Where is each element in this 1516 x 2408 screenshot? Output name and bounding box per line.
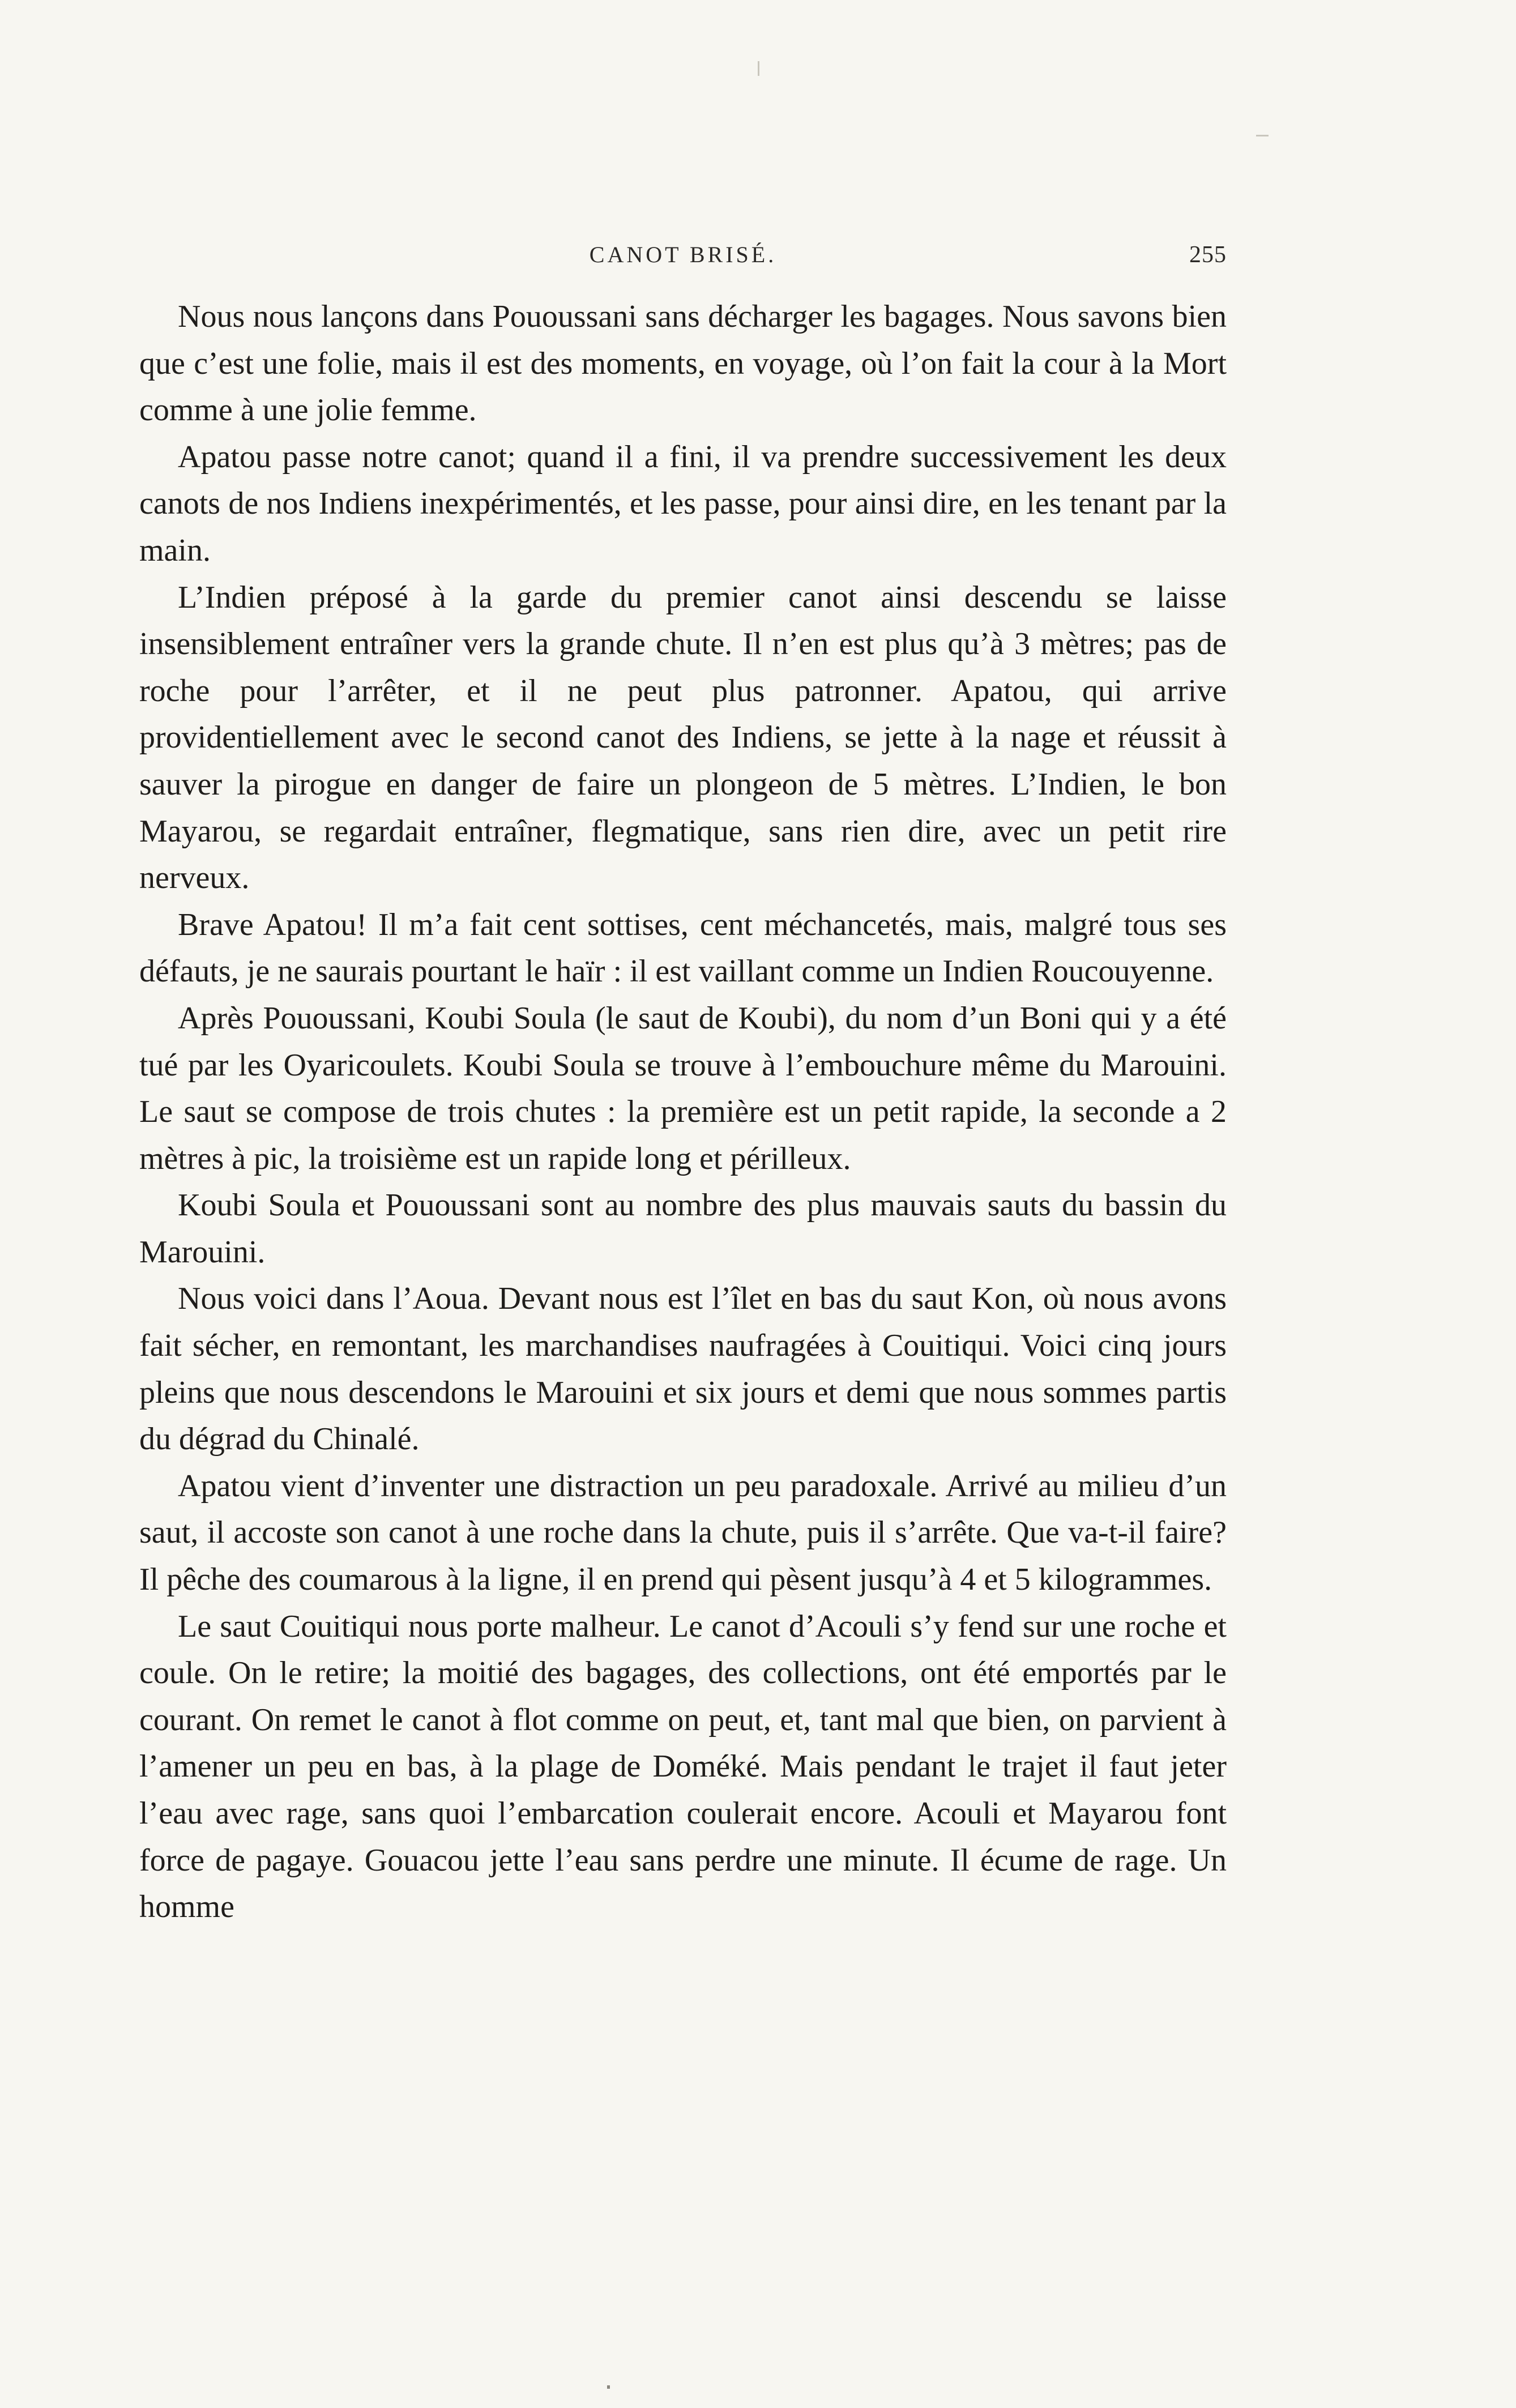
paragraph: Brave Apatou! Il m’a fait cent sottises, cent méchancetés, mais, malgré tous ses défauts, je ne saurais pourtant le haïr : il est vaillant comme un Indien Roucouyenne. [139, 907, 1227, 989]
paragraph: Après Pououssani, Koubi Soula (le saut de Koubi), du nom d’un Boni qui y a été tué par les Oyaricoulets. Koubi Soula se trouve à l’embouchure même du Marouini. Le saut se compose de trois chutes : la première est un petit rapide, la seconde a 2 mètres à pic, la troisième est un rapide long et périlleux. [139, 1000, 1227, 1176]
paragraph: Nous voici dans l’Aoua. Devant nous est l’îlet en bas du saut Kon, où nous avons fait sécher, en remontant, les marchandises naufragées à Couitiqui. Voici cinq jours pleins que nous descendons le Marouini et six jours et demi que nous sommes partis du dégrad du Chinalé. [139, 1281, 1227, 1457]
paragraph: Apatou passe notre canot; quand il a fini, il va prendre successivement les deux canots de nos Indiens inexpérimentés, et les passe, pour ainsi dire, en les tenant par la main. [139, 439, 1227, 568]
paragraph: L’Indien préposé à la garde du premier canot ainsi descendu se laisse insensiblement entraîner vers la grande chute. Il n’en est plus qu’à 3 mètres; pas de roche pour l’arrêter, et il ne peut plus patronner. Apatou, qui arrive providentiellement avec le second canot des Indiens, se jette à la nage et réussit à sauver la pirogue en danger de faire un plongeon de 5 mètres. L’Indien, le bon Mayarou, se regardait entraîner, flegmatique, sans rien dire, avec un petit rire nerveux. [139, 579, 1227, 896]
page-number: 255 [1189, 242, 1227, 268]
running-title: CANOT BRISÉ. [589, 242, 777, 267]
scan-mark-top [758, 61, 759, 76]
body-text [139, 293, 1227, 1931]
scan-mark-bottom [607, 2385, 610, 2389]
paragraph: Le saut Couitiqui nous porte malheur. Le canot d’Acouli s’y fend sur une roche et coule. On le retire; la moitié des bagages, des collections, ont été emportés par le courant. On remet le canot à flot comme on peut, et, tant mal que bien, on parvient à l’amener un peu en bas, à la plage de Doméké. Mais pendant le trajet il faut jeter l’eau avec rage, sans quoi l’embarcation coulerait encore. Acouli et Mayarou font force de pagaye. Gouacou jette l’eau sans perdre une minute. Il écume de rage. Un homme [139, 1608, 1227, 1925]
scan-mark-right [1256, 135, 1269, 136]
paragraph: Nous nous lançons dans Pououssani sans décharger les bagages. Nous savons bien que c’est une folie, mais il est des moments, en voyage, où l’on fait la cour à la Mort comme à une jolie femme. [139, 299, 1227, 428]
paragraph: Koubi Soula et Pououssani sont au nombre des plus mauvais sauts du bassin du Marouini. [139, 1188, 1227, 1270]
paragraph: Apatou vient d’inventer une distraction un peu paradoxale. Arrivé au milieu d’un saut, il accoste son canot à une roche dans la chute, puis il s’arrête. Que va-t-il faire? Il pêche des coumarous à la ligne, il en prend qui pèsent jusqu’à 4 et 5 kilogrammes. [139, 1468, 1227, 1598]
running-head [139, 237, 1227, 276]
